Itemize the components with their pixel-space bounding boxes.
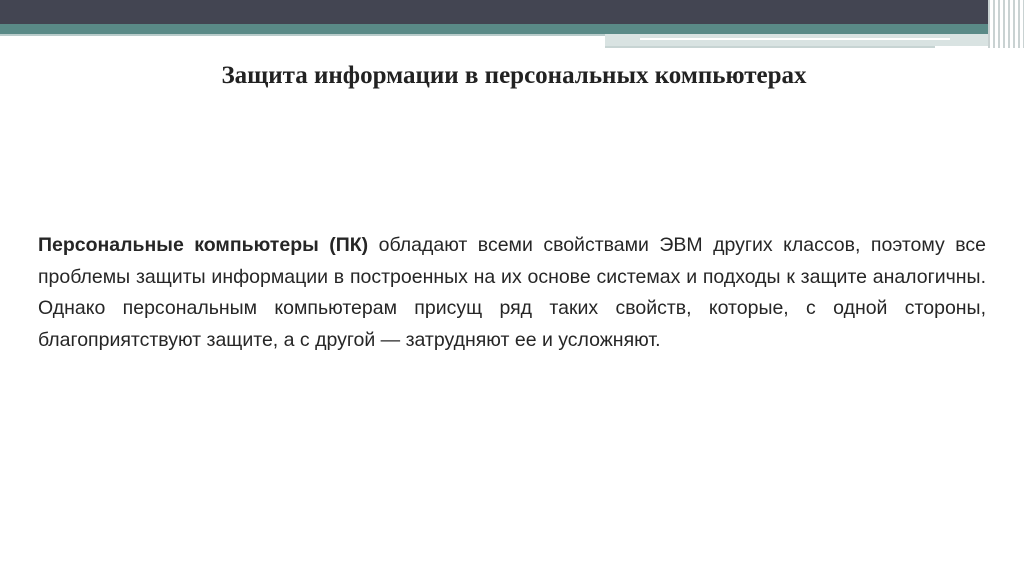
header-band-teal: [0, 24, 1024, 34]
slide-title: Защита информации в персональных компьютерах: [221, 62, 807, 89]
header-tab-underline: [605, 46, 935, 48]
header-tab-highlight: [640, 38, 950, 40]
header-tab: [605, 34, 1024, 46]
slide-body-paragraph: [38, 230, 986, 356]
corner-stripes-decoration: [988, 0, 1024, 48]
header-band-dark: [0, 0, 1024, 24]
body-text: обладают всеми свойствами ЭВМ других классов, поэтому все проблемы защиты информации в построенных на их основе системах и подходы к защите аналогичны. Однако персональным компьютерам присущ ряд таких свойств, которые, с одной стороны, благоприятствуют защите, а с другой — затрудняют ее и усложняют.: [38, 234, 986, 351]
body-lead-term: Персональные компьютеры (ПК): [38, 234, 369, 256]
